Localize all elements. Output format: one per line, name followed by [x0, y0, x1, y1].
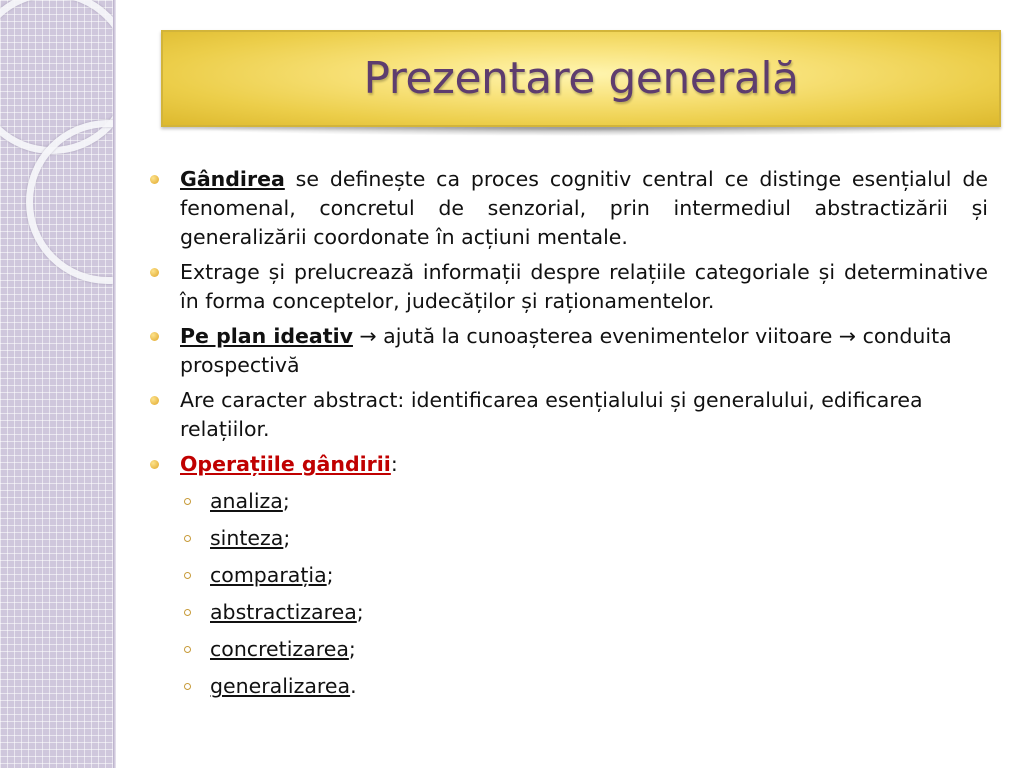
operation-item	[150, 598, 988, 627]
operations-heading: Operațiile gândirii	[180, 452, 391, 476]
operation-item	[150, 672, 988, 701]
slide-title: Prezentare generală	[363, 53, 799, 104]
bullet-dot-icon	[150, 175, 159, 184]
decorative-side-band	[0, 0, 113, 768]
sub-bullet-ring-icon	[184, 646, 191, 653]
bullet-item	[150, 450, 988, 479]
bullet-dot-icon	[150, 268, 159, 277]
bullet-text: :	[390, 452, 398, 476]
bullet-dot-icon	[150, 332, 159, 341]
sub-bullet-ring-icon	[184, 572, 191, 579]
operation-punct: .	[350, 674, 357, 698]
sub-bullet-ring-icon	[184, 683, 191, 690]
operation-term: abstractizarea	[210, 600, 357, 624]
bullet-item	[150, 322, 988, 380]
sub-bullet-ring-icon	[184, 609, 191, 616]
operation-term: comparația	[210, 563, 327, 587]
operation-punct: ;	[283, 526, 291, 550]
bullet-dot-icon	[150, 460, 159, 469]
operation-item	[150, 561, 988, 590]
title-banner	[161, 30, 1001, 127]
bullet-item	[150, 258, 988, 316]
bullet-item	[150, 165, 988, 252]
bullet-text: Are caracter abstract: identificarea esențialului și generalului, edificarea relațiilor.	[180, 388, 923, 441]
operation-item	[150, 524, 988, 553]
operation-punct: ;	[348, 637, 356, 661]
operation-term: generalizarea	[210, 674, 351, 698]
bullet-text: → ajută la cunoașterea evenimentelor viitoare → conduita prospectivă	[180, 324, 952, 377]
sub-bullet-ring-icon	[184, 535, 191, 542]
bullet-item	[150, 386, 988, 444]
bullet-lead-term: Gândirea	[180, 167, 285, 191]
operation-punct: ;	[326, 563, 334, 587]
operation-term: analiza	[210, 489, 283, 513]
operation-term: sinteza	[210, 526, 284, 550]
operation-item	[150, 487, 988, 516]
bullet-dot-icon	[150, 396, 159, 405]
operation-term: concretizarea	[210, 637, 349, 661]
side-band-edge	[113, 0, 116, 768]
content-area	[150, 165, 988, 709]
sub-bullet-ring-icon	[184, 498, 191, 505]
bullet-text: Extrage și prelucrează informații despre relațiile categoriale și determinative în forma conceptelor, judecăților și raționamentelor.	[180, 260, 988, 313]
operation-punct: ;	[356, 600, 364, 624]
bullet-text: se definește ca proces cognitiv central ce distinge esențialul de fenomenal, concretul de senzorial, prin intermediul abstractizării și generalizării coordonate în acțiuni mentale.	[180, 167, 988, 249]
bullet-lead-term: Pe plan ideativ	[180, 324, 353, 348]
operation-item	[150, 635, 988, 664]
operation-punct: ;	[282, 489, 290, 513]
